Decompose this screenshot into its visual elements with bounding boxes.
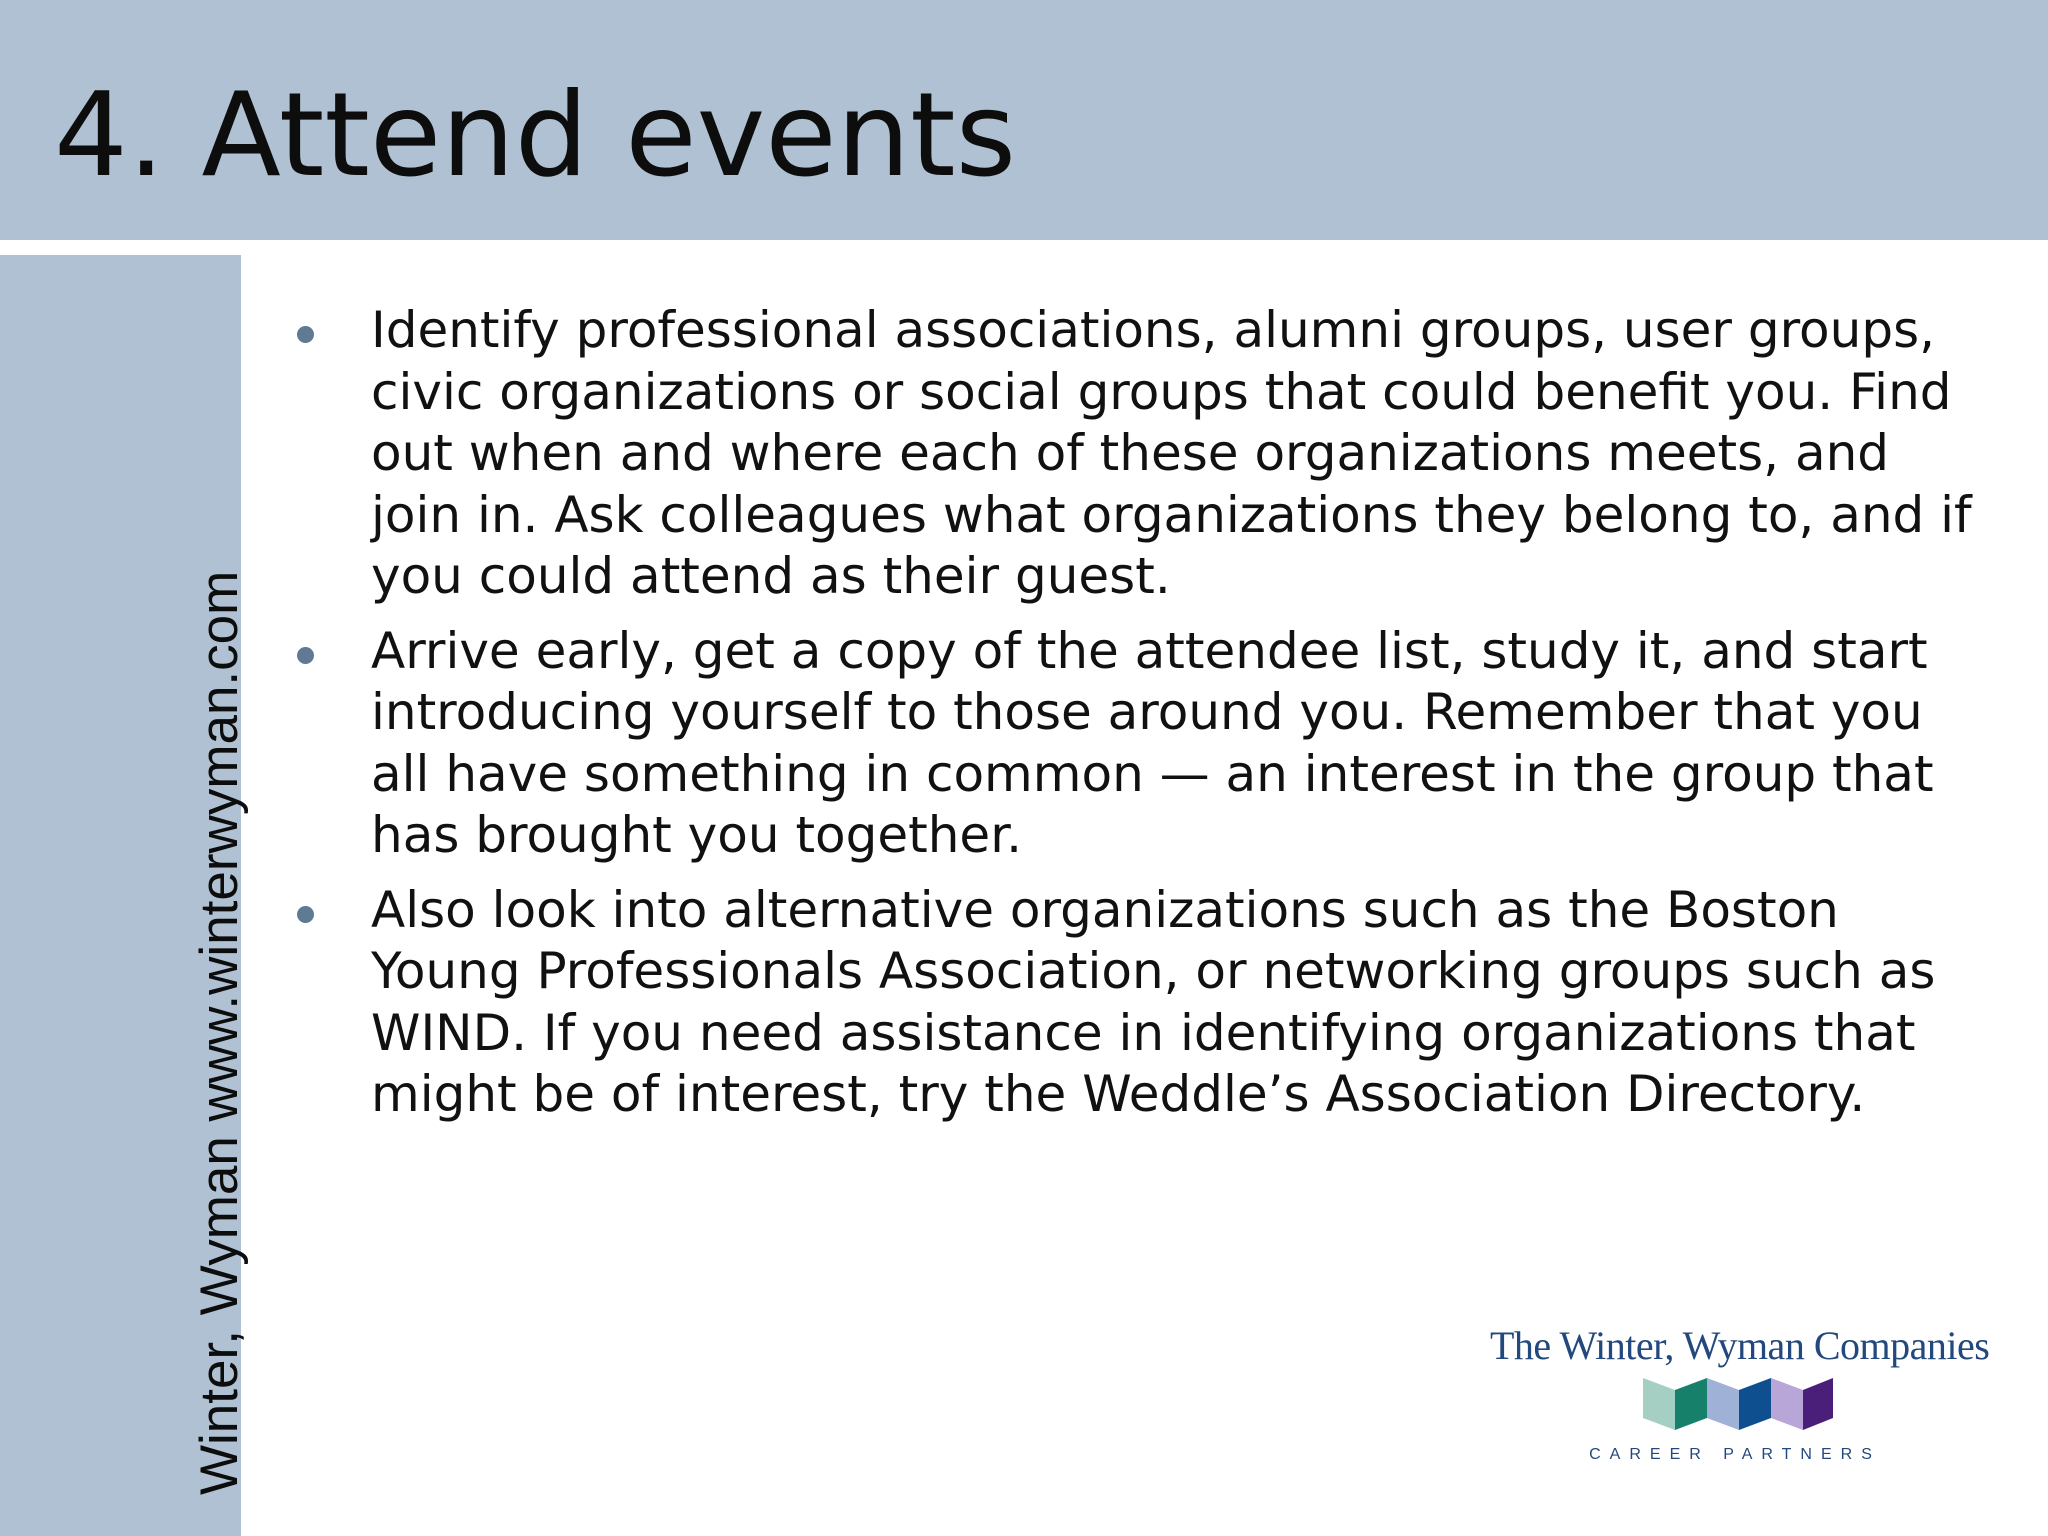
bullet-text: Arrive early, get a copy of the attendee list, study it, and start introducing yourself to those around you. Remember that you all have something in common — an interest in the group that has brought you together. <box>371 621 1934 864</box>
logo-company-name: The Winter, Wyman Companies <box>1490 1323 1990 1368</box>
logo-mark-segment <box>1739 1378 1771 1430</box>
logo-mark-segment <box>1803 1378 1833 1430</box>
bullet-dot-icon <box>297 906 314 923</box>
bullet-item <box>292 880 1972 1126</box>
bullet-dot-icon <box>297 326 314 343</box>
logo-mark-icon <box>1643 1378 1833 1430</box>
logo-mark-segment <box>1707 1378 1739 1430</box>
logo-tagline: CAREER PARTNERS <box>1589 1446 1881 1463</box>
logo-mark-segment <box>1643 1378 1675 1430</box>
page-title: 4. Attend events <box>54 68 1017 203</box>
bullet-text: Identify professional associations, alumni groups, user groups, civic organizations or social groups that could benefit you. Find out when and where each of these organizations meets, and join in. Ask colleagues what organizations they belong to, and if you could attend as their guest. <box>371 301 1972 605</box>
company-logo <box>1490 1320 1990 1470</box>
logo-mark-segment <box>1771 1378 1803 1430</box>
logo-mark-segment <box>1675 1378 1707 1430</box>
sidebar-text: Winter, Wyman www.winterwyman.com <box>190 570 249 1495</box>
bullet-item <box>292 300 1972 608</box>
bullet-item <box>292 621 1972 867</box>
bullet-text: Also look into alternative organizations such as the Boston Young Professionals Association, or networking groups such as WIND. If you need assistance in identifying organizations that might be of interest, try the Weddle’s Association Directory. <box>371 880 1936 1123</box>
bullet-dot-icon <box>297 647 314 664</box>
bullet-list <box>292 300 1972 1139</box>
